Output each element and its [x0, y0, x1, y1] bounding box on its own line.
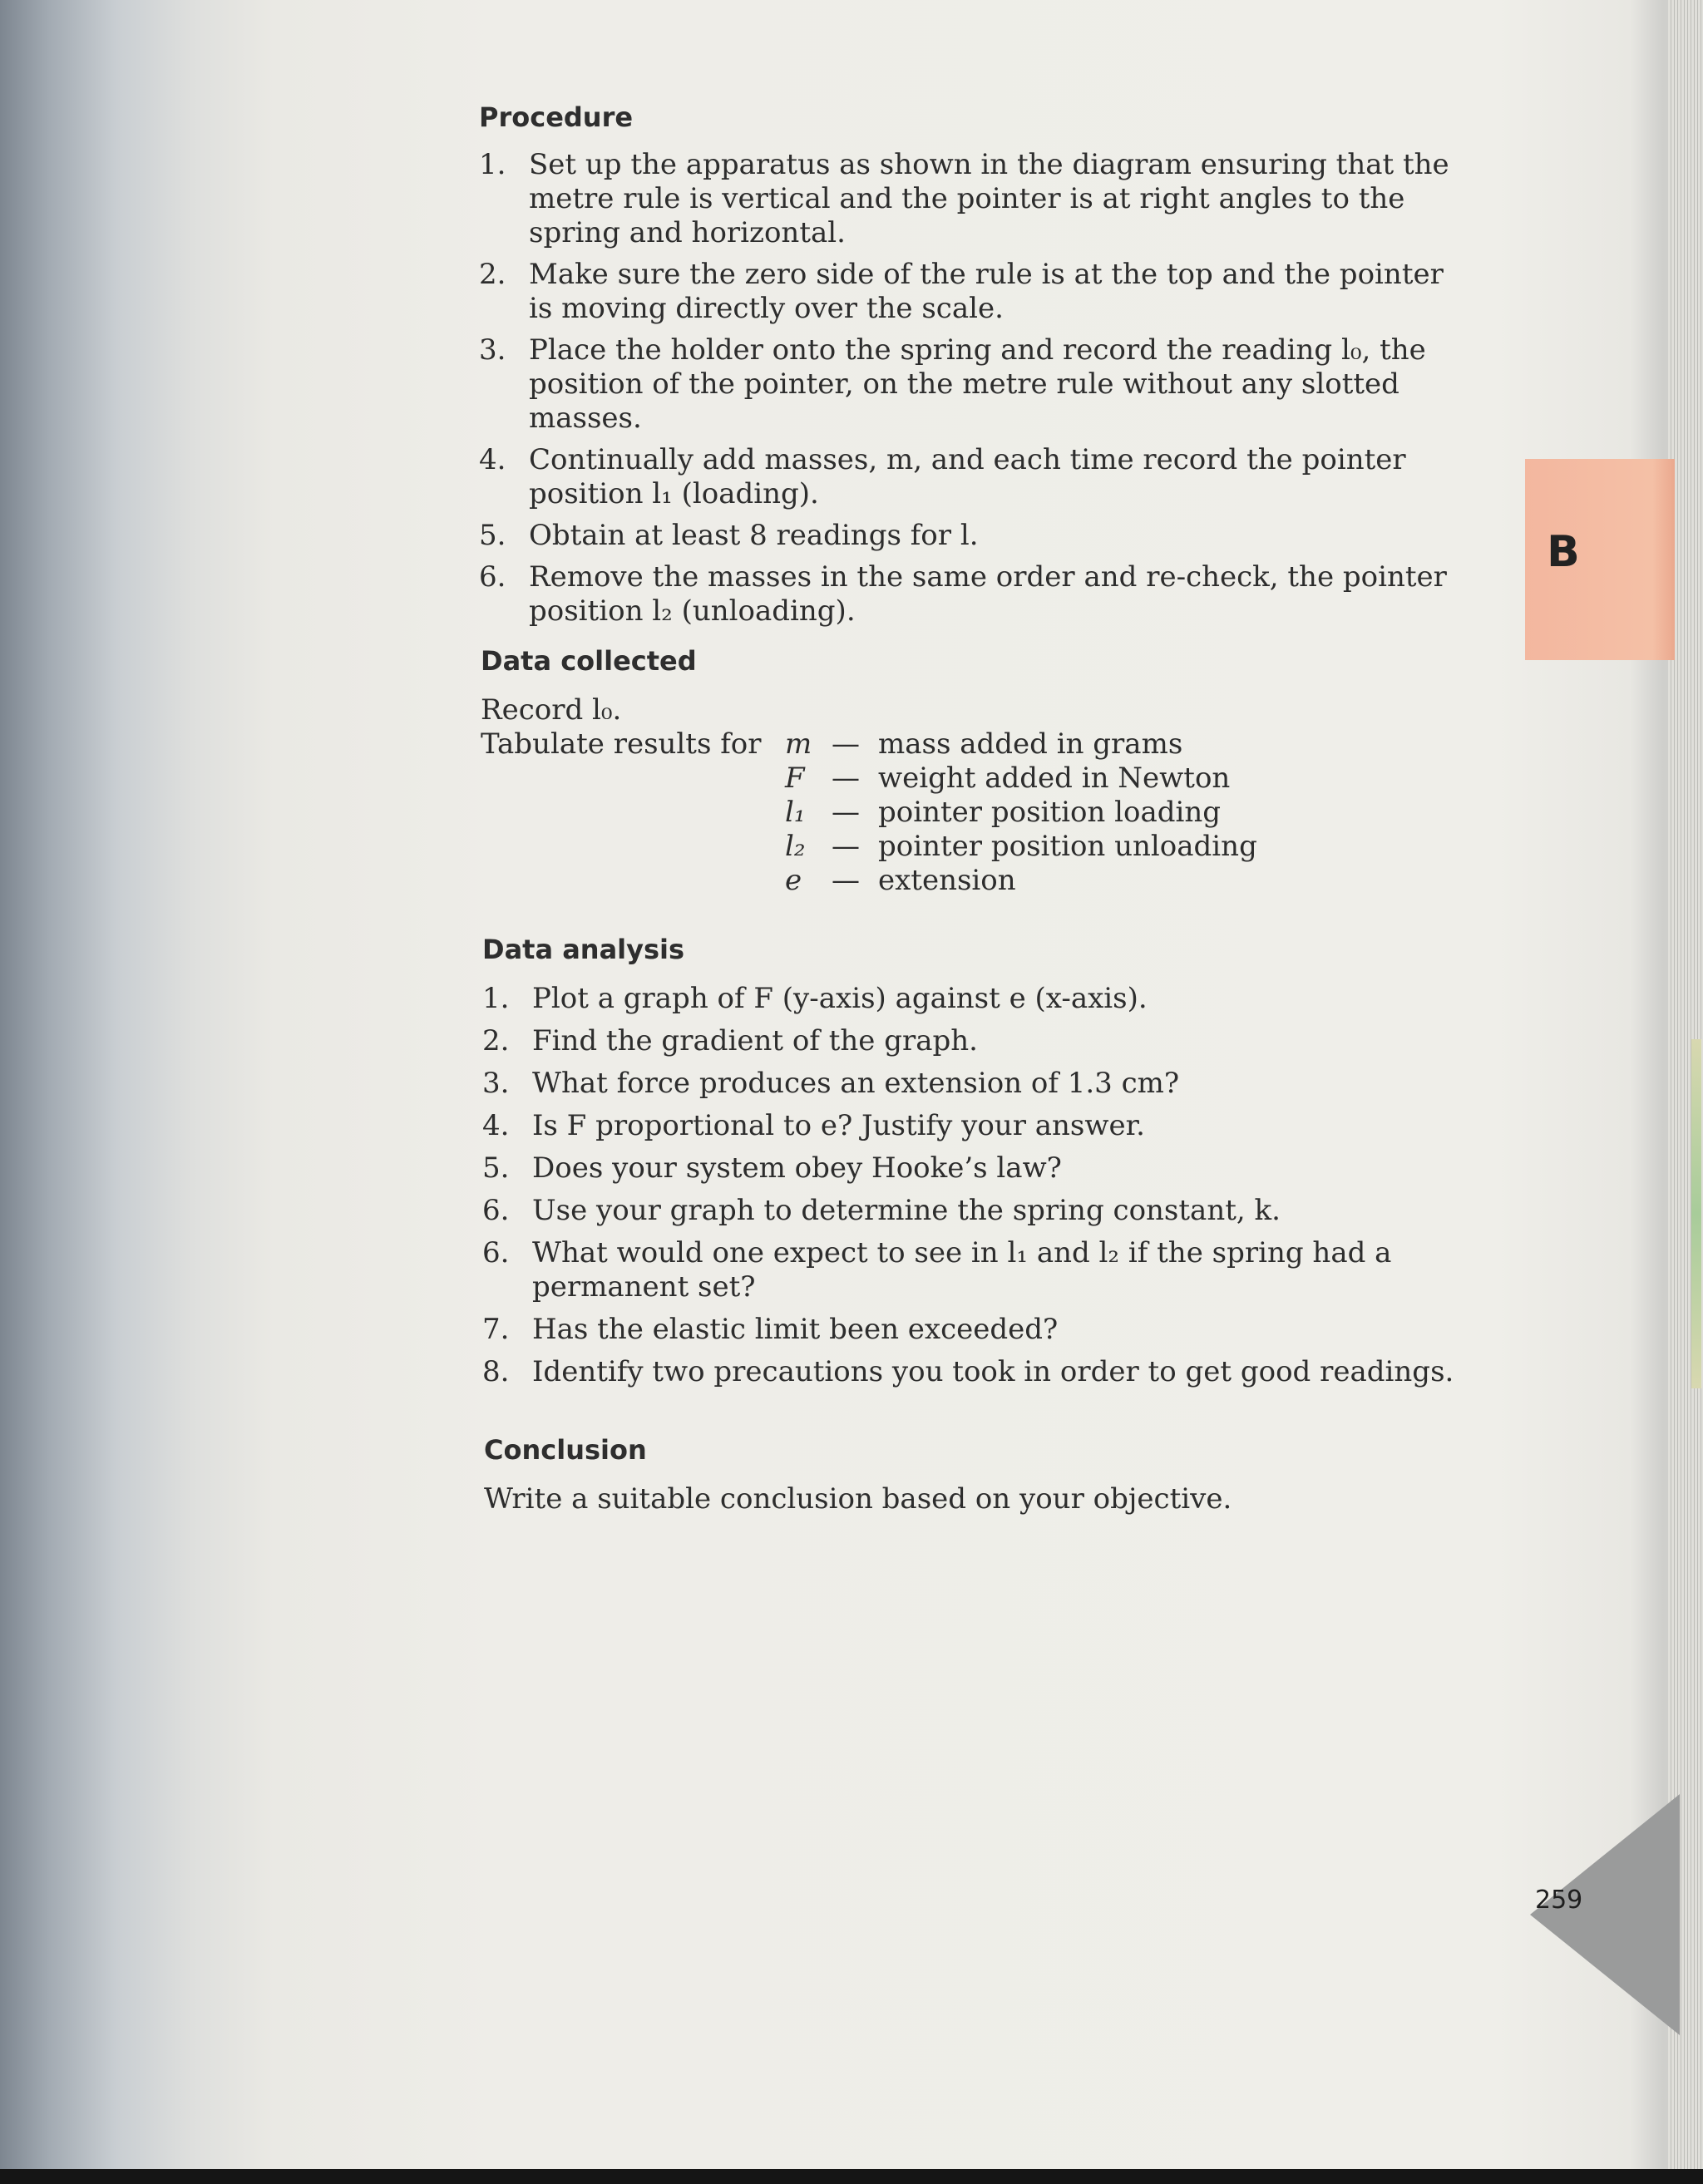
procedure-heading: Procedure	[479, 101, 634, 133]
data-analysis-heading: Data analysis	[482, 934, 685, 965]
section-tab	[1525, 459, 1675, 660]
procedure-step: 4. Continually add masses, m, and each time record the pointer position l₁ (loading).	[479, 443, 1406, 510]
conclusion-text: Write a suitable conclusion based on your objective.	[484, 1482, 1232, 1516]
analysis-item: 4. Is F proportional to e? Justify your answer.	[482, 1109, 1145, 1142]
variable-row: m — mass added in grams	[785, 727, 1183, 761]
variable-row: e — extension	[785, 864, 1016, 897]
analysis-item: 7. Has the elastic limit been exceeded?	[482, 1313, 1059, 1346]
procedure-step: 3. Place the holder onto the spring and record the reading l₀, the position of the pointer, on the metre rule without any slotted masses.	[479, 333, 1426, 435]
tabulate-line: Tabulate results for	[481, 727, 762, 761]
analysis-item: 6. What would one expect to see in l₁ and l₂ if the spring had a permanent set?	[482, 1236, 1392, 1304]
procedure-step: 2. Make sure the zero side of the rule is at the top and the pointer is moving directly over the scale.	[479, 258, 1444, 325]
scan-bottom-edge	[0, 2169, 1703, 2184]
data-collected-heading: Data collected	[481, 645, 697, 677]
procedure-list	[479, 148, 1469, 629]
analysis-item: 1. Plot a graph of F (y-axis) against e (x-axis).	[482, 982, 1148, 1015]
variable-row: l₂ — pointer position unloading	[785, 830, 1257, 863]
procedure-step: 1. Set up the apparatus as shown in the diagram ensuring that the metre rule is vertical and the pointer is at right angles to the spring and horizontal.	[479, 148, 1449, 249]
variable-row: l₁ — pointer position loading	[785, 796, 1222, 829]
variables-table	[785, 727, 1257, 898]
record-line: Record l₀.	[481, 693, 622, 727]
analysis-item: 8. Identify two precautions you took in order to get good readings.	[482, 1355, 1454, 1388]
variable-row: F — weight added in Newton	[785, 762, 1231, 795]
page-corner-marker	[1530, 1794, 1680, 2035]
page-number: 259	[1535, 1886, 1583, 1915]
analysis-item: 6. Use your graph to determine the spring constant, k.	[482, 1194, 1281, 1227]
conclusion-heading: Conclusion	[484, 1434, 647, 1466]
analysis-item: 2. Find the gradient of the graph.	[482, 1024, 978, 1057]
section-tab-label: B	[1547, 527, 1580, 577]
procedure-step: 5. Obtain at least 8 readings for l.	[479, 519, 979, 552]
data-analysis-list	[482, 982, 1455, 1389]
analysis-item: 3. What force produces an extension of 1.3 cm?	[482, 1067, 1180, 1100]
procedure-step: 6. Remove the masses in the same order and re-check, the pointer position l₂ (unloading).	[479, 560, 1447, 628]
colored-page-edge	[1691, 1039, 1701, 1388]
analysis-item: 5. Does your system obey Hooke’s law?	[482, 1151, 1062, 1185]
